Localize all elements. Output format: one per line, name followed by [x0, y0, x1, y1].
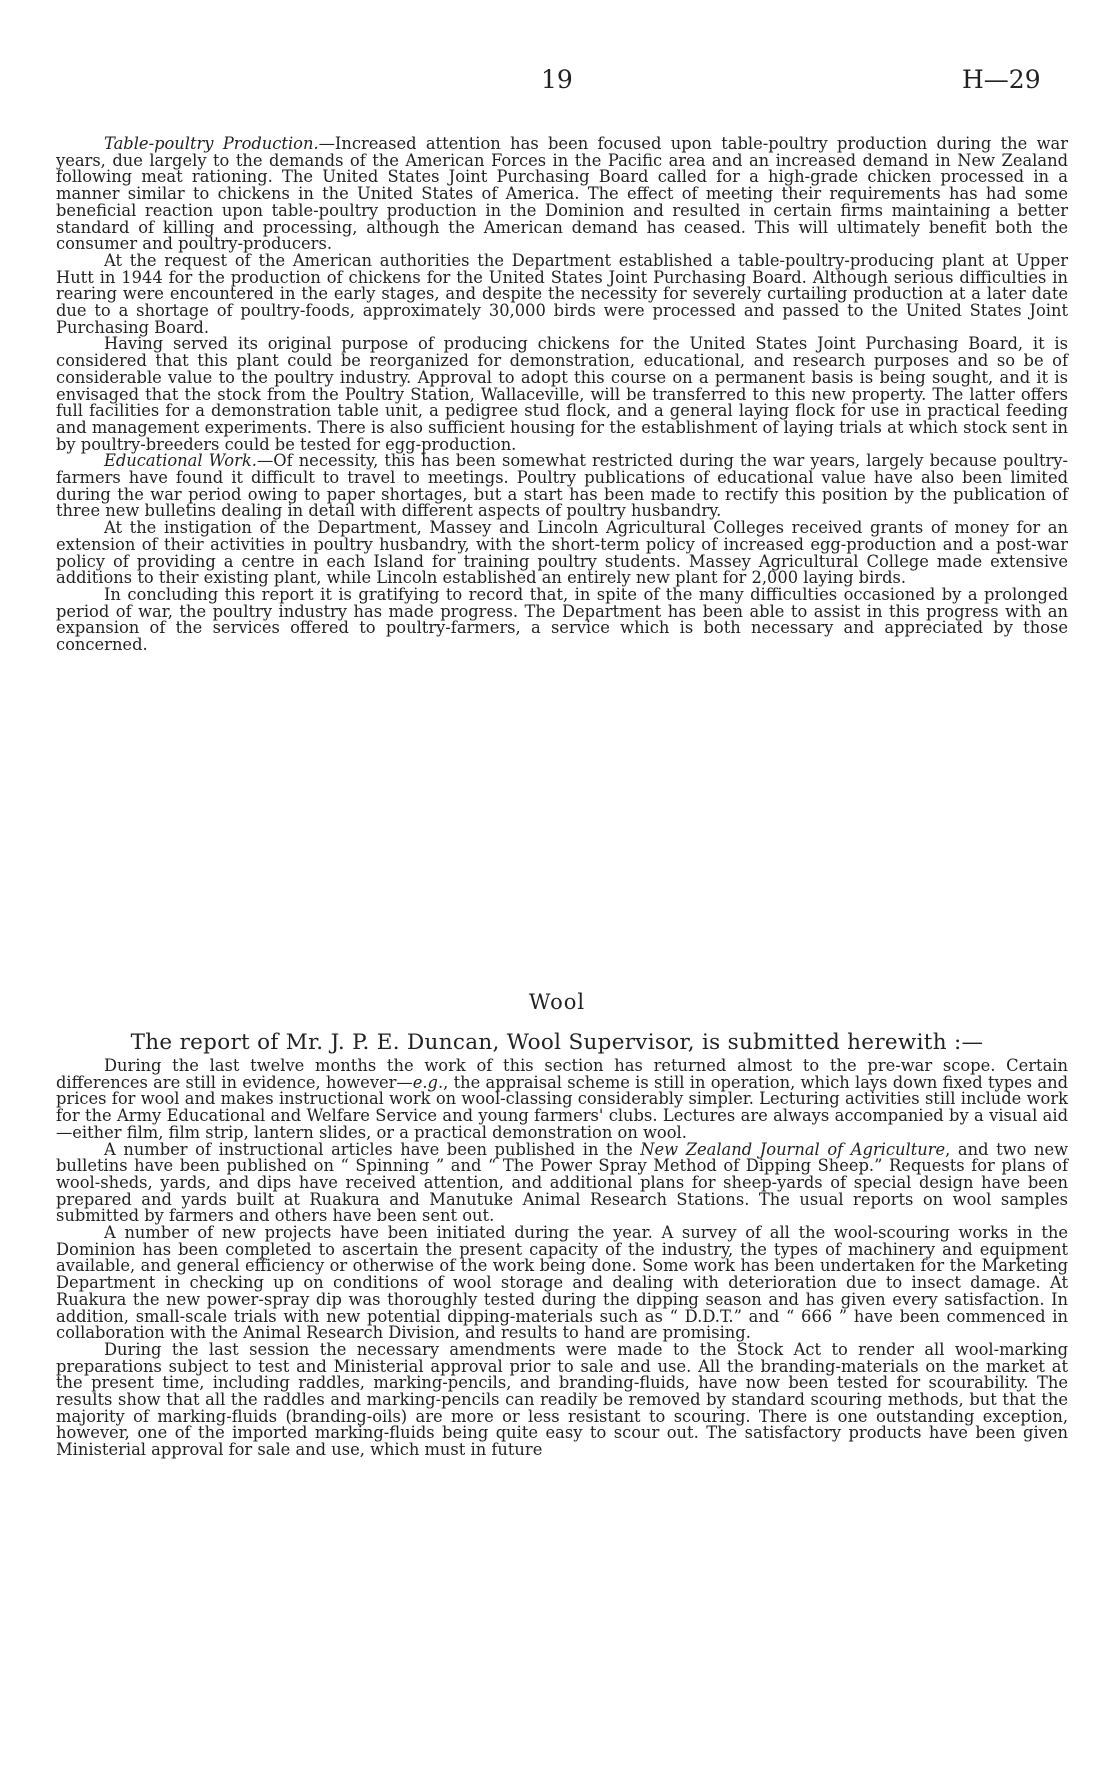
run-in-heading: Educational Work.: [104, 451, 257, 471]
paragraph: During the last session the necessary amendments were made to the Stock Act to render all wool-marking preparations subject to test and Ministerial approval prior to sale and use. All the branding-materials on the market at the present time, including raddles, marking-pencils, and branding-fluids, have now been tested for scourability. The results show that all the raddles and marking-pencils can readily be removed by standard scouring methods, but that the majority of marking-fluids (branding-oils) are more or less resistant to scouring. There is one outstanding exception, however, one of the imported marking-fluids being quite easy to scour out. The satisfactory products have been given Ministerial approval for sale and use, which must in future: [56, 1339, 1068, 1460]
paragraph: [56, 136, 1068, 253]
paragraph: At the instigation of the Department, Massey and Lincoln Agricultural Colleges received grants of money for an extension of their activities in poultry husbandry, with the short-term policy of increased egg-production and a post-war policy of providing a centre in each Island for training poultry students. Massey Agricultural College made extensive additions to their existing plant, while Lincoln established an entirely new plant for 2,000 laying birds.: [56, 518, 1068, 588]
poultry-section: [56, 136, 1068, 654]
paragraph: [56, 1139, 1069, 1226]
run-in-heading: Table-poultry Production.: [104, 134, 319, 153]
paragraph-text: —Increased attention has been focused upon table-poultry production during the war years, due largely to the demands of the American Forces in the Pacific area and an increased demand in New Zealand following meat rationing. The United States Joint Purchasing Board called for a high-grade chicken processed in a manner similar to chickens in the United States of America. The effect of meeting their requirements has had some beneficial reaction upon table-poultry production in the Dominion and resulted in certain firms maintaining a better standard of killing and processing, although the American demand has ceased. This will ultimately benefit both the consumer and poultry-producers.: [56, 134, 1069, 254]
paragraph: In concluding this report it is gratifying to record that, in spite of the many difficulties occasioned by a prolonged period of war, the poultry industry has made progress. The Department has been able to assist in this progress with an expansion of the services offered to poultry-farmers, a service which is both necessary and appreciated by those concerned.: [56, 584, 1068, 655]
paragraph: [56, 453, 1068, 520]
wool-section: [56, 1058, 1068, 1459]
paragraph-text: —Of necessity, this has been somewhat restricted during the war years, largely because poultry-farmers have found it difficult to travel to meetings. Poultry publications of educational value have also been limited during the war period owing to paper shortages, but a start has been made to rectify this position by the publication of three new bulletins dealing in detail with different aspects of poultry husbandry.: [56, 451, 1068, 521]
paragraph-text: , the appraisal scheme is still in operation, which lays down fixed types and prices for wool and makes instructional work on wool-classing considerably simpler. Lecturing activities still include work for the Army Educational and Welfare Service and young farmers' clubs. Lectures are always accompanied by a visual aid—either film, film strip, lantern slides, or a practical demonstration on wool.: [56, 1072, 1068, 1142]
paragraph: At the request of the American authorities the Department established a table-poultry-producing plant at Upper Hutt in 1944 for the production of chickens for the United States Joint Purchasing Board. Although serious difficulties in rearing were encountered in the early stages, and despite the necessity for severely curtailing production at a later date due to a shortage of poultry-foods, approximately 30,000 birds were processed and passed to the United States Joint Purchasing Board.: [56, 250, 1068, 337]
paragraph-text: , and two new bulletins have been published on “ Spinning ” and “ The Power Spray Method of Dipping Sheep.” Requests for plans of wool-sheds, yards, and dips have received attention, and additional plans for sheep-yards of special design have been prepared and yards built at Ruakura and Manutuke Animal Research Stations. The usual reports on wool samples submitted by farmers and others have been sent out.: [56, 1139, 1069, 1226]
page-number: 19: [541, 65, 573, 94]
paragraph-text: A number of instructional articles have been published in the: [104, 1139, 641, 1159]
paragraph: [56, 1058, 1068, 1142]
section-heading-wool: Wool: [528, 990, 586, 1014]
page-reference: H—29: [962, 65, 1041, 94]
paragraph: Having served its original purpose of producing chickens for the United States Joint Purchasing Board, it is considered that this plant could be reorganized for demonstration, educational, and research purposes and so be of considerable value to the poultry industry. Approval to adopt this course on a permanent basis is being sought, and it is envisaged that the stock from the Poultry Station, Wallaceville, will be transferred to this new property. The latter offers full facilities for a demonstration table unit, a pedigree stud flock, and a general laying flock for use in practical feeding and management experiments. There is also sufficient housing for the establishment of laying trials at which stock sent in by poultry-breeders could be tested for egg-production.: [56, 334, 1068, 454]
report-intro: The report of Mr. J. P. E. Duncan, Wool Supervisor, is submitted herewith :—: [130, 1030, 984, 1055]
abbreviation: e.g.: [412, 1072, 444, 1092]
paragraph-text: During the last twelve months the work of this section has returned almost to the pre-war scope. Certain differences are still in evidence, however—: [56, 1056, 1068, 1092]
paragraph: A number of new projects have been initiated during the year. A survey of all the wool-scouring works in the Dominion has been completed to ascertain the present capacity of the industry, the types of machinery and equipment available, and general efficiency or otherwise of the work being done. Some work has been undertaken for the Marketing Department in checking up on conditions of wool storage and dealing with deterioration due to insect damage. At Ruakura the new power-spray dip was thoroughly tested during the dipping season and has given every satisfaction. In addition, small-scale trials with new potential dipping-materials such as “ D.D.T.” and “ 666 ” have been commenced in collaboration with the Animal Research Division, and results to hand are promising.: [56, 1223, 1068, 1343]
journal-title: New Zealand Journal of Agriculture: [640, 1139, 946, 1159]
